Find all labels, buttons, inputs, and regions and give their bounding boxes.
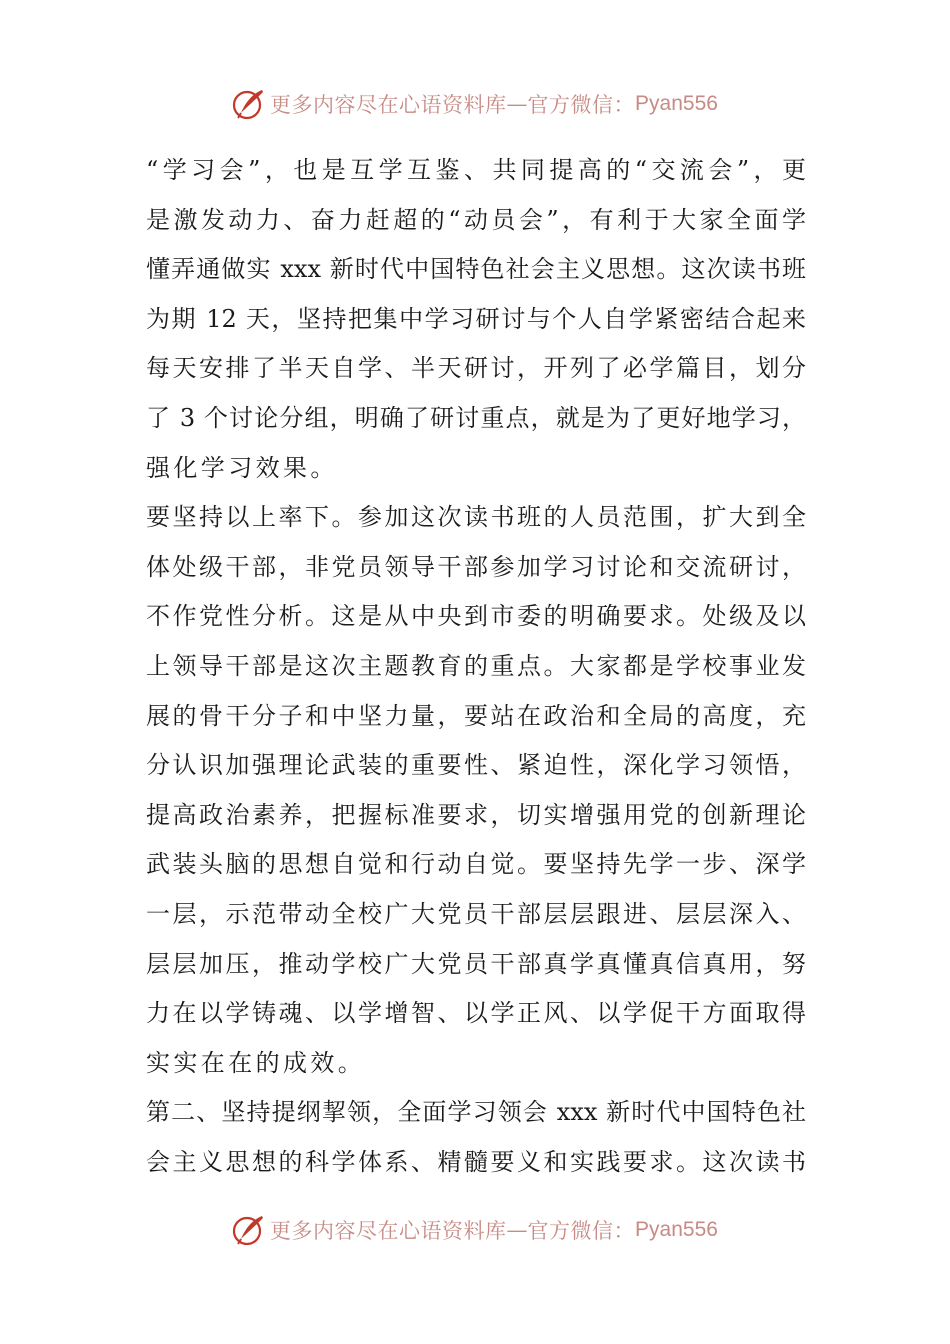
text-line: 展的骨干分子和中坚力量，要站在政治和全局的高度，充	[146, 701, 806, 730]
document-body	[146, 146, 806, 1187]
text-line: 体处级干部，非党员领导干部参加学习讨论和交流研讨，	[146, 552, 806, 581]
text-line: 不作党性分析。这是从中央到市委的明确要求。处级及以	[146, 602, 806, 631]
watermark-separator: —	[506, 1218, 528, 1242]
watermark-contact: 官方微信：	[527, 1219, 636, 1243]
footer-watermark	[0, 1210, 950, 1250]
text-line: 懂弄通做实 xxx 新时代中国特色社会主义思想。这次读书班	[146, 255, 806, 284]
text-line: 会主义思想的科学体系、精髓要义和实践要求。这次读书	[146, 1147, 806, 1176]
text-line: 为期 12 天，坚持把集中学习研讨与个人自学紧密结合起来	[146, 304, 806, 333]
text-line: 上领导干部是这次主题教育的重点。大家都是学校事业发	[146, 651, 806, 680]
watermark-separator: —	[506, 92, 528, 116]
text-line: 一层，示范带动全校广大党员干部层层跟进、层层深入、	[146, 899, 806, 928]
text-line: 了 3 个讨论分组，明确了研讨重点，就是为了更好地学习，	[146, 403, 806, 432]
watermark-text: 更多内容尽在心语资料库	[270, 1219, 507, 1243]
text-line: 分认识加强理论武装的重要性、紧迫性，深化学习领悟，	[146, 751, 806, 780]
text-line: 是激发动力、奋力赶超的“动员会”，有利于大家全面学	[146, 205, 806, 234]
quill-logo-icon	[232, 87, 266, 121]
text-line: 每天安排了半天自学、半天研讨，开列了必学篇目，划分	[146, 354, 806, 383]
watermark-text: 更多内容尽在心语资料库	[270, 93, 507, 117]
header-watermark	[0, 84, 950, 124]
text-line: 实实在在的成效。	[146, 1048, 366, 1077]
text-line: 提高政治素养，把握标准要求，切实增强用党的创新理论	[146, 800, 806, 829]
text-line: “学习会”，也是互学互鉴、共同提高的“交流会”，更	[146, 156, 806, 184]
text-line: 层层加压，推动学校广大党员干部真学真懂真信真用，努	[146, 949, 806, 978]
quill-logo-icon	[232, 1213, 266, 1247]
watermark-contact: 官方微信：	[527, 93, 636, 117]
watermark-id: Pyan556	[635, 1218, 718, 1241]
text-line: 武装头脑的思想自觉和行动自觉。要坚持先学一步、深学	[146, 850, 806, 879]
text-line: 要坚持以上率下。参加这次读书班的人员范围，扩大到全	[146, 503, 806, 532]
text-line: 第二、坚持提纲挈领，全面学习领会 xxx 新时代中国特色社	[146, 1098, 806, 1127]
watermark-id: Pyan556	[635, 92, 718, 115]
text-line: 强化学习效果。	[146, 453, 338, 482]
text-line: 力在以学铸魂、以学增智、以学正风、以学促干方面取得	[146, 999, 806, 1028]
